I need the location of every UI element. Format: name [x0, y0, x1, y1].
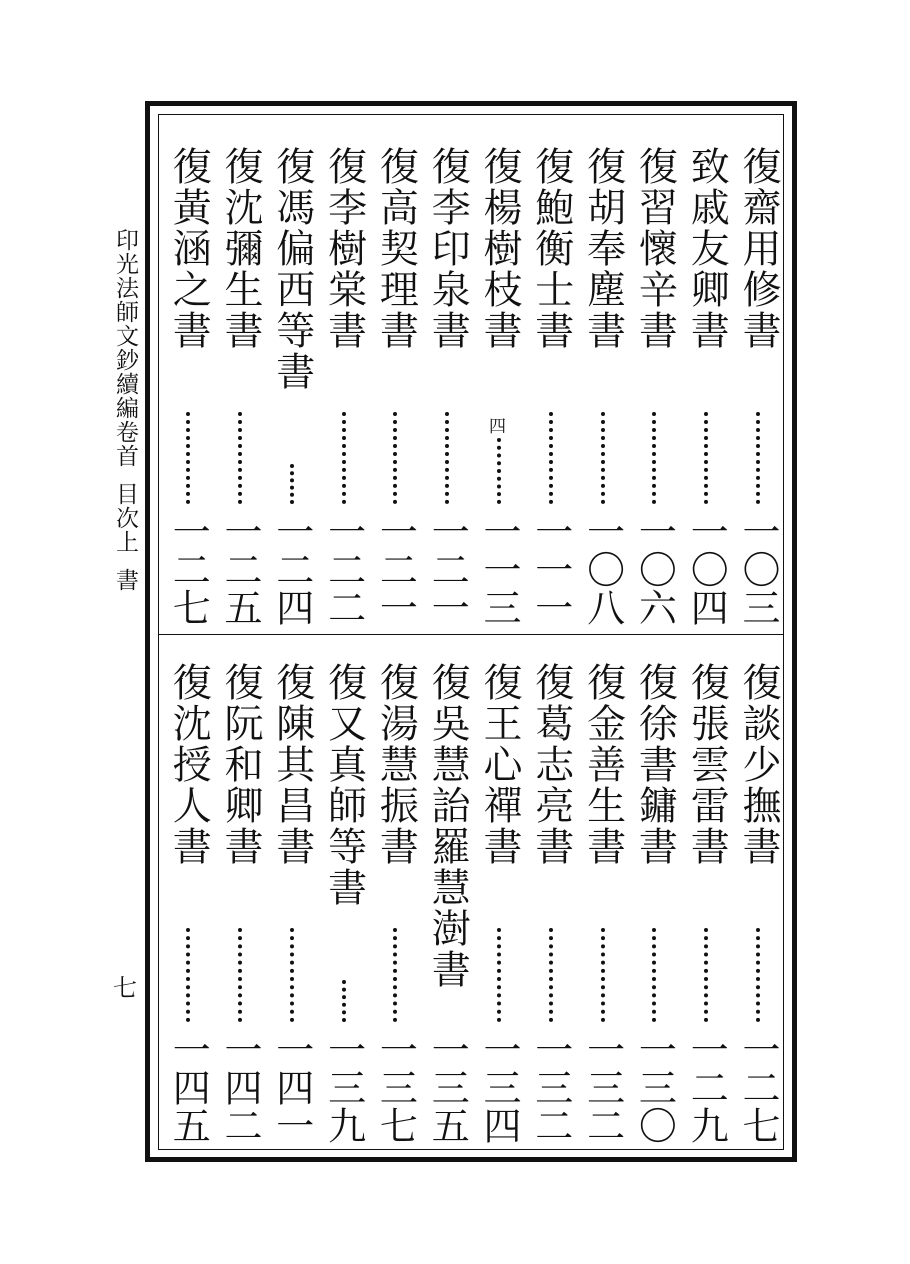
entry-title: 復齋用修書 [736, 146, 781, 351]
entry-title: 復李樹棠書 [321, 146, 367, 351]
entry-page-number: 一二二 [321, 512, 366, 626]
book-title: 印光法師文鈔續編卷首 [112, 228, 138, 468]
toc-entry[interactable] [421, 146, 473, 630]
dot-leader [393, 928, 397, 1022]
toc-entry[interactable] [525, 146, 577, 630]
entry-page-number: 一三二 [580, 1030, 625, 1144]
toc-entry[interactable] [628, 146, 680, 630]
entry-page-number: 一〇六 [632, 512, 677, 626]
entry-title: 復徐書鏞書 [632, 662, 678, 867]
toc-entry[interactable] [266, 146, 318, 630]
dot-leader [238, 928, 242, 1022]
dot-leader [393, 412, 397, 504]
entry-page-number: 一二四 [269, 512, 314, 626]
entry-page-number: 一一三 [477, 512, 521, 626]
entry-subnote: 四 [489, 417, 506, 437]
toc-entry[interactable] [318, 662, 370, 1145]
entry-page-number: 一四五 [166, 1030, 211, 1144]
entry-page-number: 一二七 [166, 512, 211, 626]
toc-entry[interactable] [421, 662, 473, 1145]
dot-leader [652, 928, 656, 1022]
entry-title: 復談少撫書 [736, 662, 781, 867]
entry-title: 復沈彌生書 [218, 146, 263, 351]
dot-leader [497, 928, 501, 1022]
dot-leader [704, 928, 708, 1022]
dot-leader [601, 412, 605, 504]
dot-leader [186, 412, 190, 504]
entry-title: 復馮偏西等書 [269, 146, 315, 392]
toc-entry[interactable] [214, 146, 266, 630]
entry-title: 復高契理書 [373, 146, 419, 351]
toc-entry[interactable] [369, 146, 421, 630]
dot-leader [652, 412, 656, 504]
page-number: 七 [113, 974, 137, 1002]
entry-page-number: 一〇四 [684, 512, 729, 626]
entry-title: 復陳其昌書 [269, 662, 315, 867]
entry-page-number: 一三九 [321, 1030, 366, 1144]
toc-entry[interactable] [473, 662, 525, 1145]
entry-title: 復又真師等書 [321, 662, 367, 908]
entry-page-number: 一三二 [528, 1030, 573, 1144]
dot-leader [601, 928, 605, 1022]
toc-entry[interactable] [266, 662, 318, 1145]
toc-entry[interactable] [162, 146, 214, 630]
entry-page-number: 一〇三 [736, 512, 780, 626]
toc-entry[interactable] [628, 662, 680, 1145]
entry-title: 復湯慧振書 [373, 662, 419, 867]
entry-title: 復黃涵之書 [166, 146, 212, 351]
dot-leader [549, 412, 553, 504]
entry-page-number: 一四一 [269, 1030, 314, 1144]
toc-entry[interactable] [680, 662, 732, 1145]
toc-entry[interactable] [732, 146, 784, 630]
entry-title: 復張雲雷書 [684, 662, 730, 867]
dot-leader [549, 928, 553, 1022]
entry-page-number: 一二一 [425, 512, 470, 626]
dot-leader [290, 928, 294, 1022]
entry-page-number: 一二九 [684, 1030, 729, 1144]
entry-title: 復李印泉書 [425, 146, 471, 351]
dot-leader [497, 438, 501, 504]
entry-title: 復金善生書 [580, 662, 626, 867]
entry-page-number: 一二一 [373, 512, 418, 626]
entry-page-number: 一三〇 [632, 1030, 677, 1144]
entry-page-number: 一三四 [477, 1030, 521, 1144]
toc-entry[interactable] [214, 662, 266, 1145]
toc-entry[interactable] [577, 146, 629, 630]
dot-leader [290, 464, 294, 504]
toc-entry[interactable] [732, 662, 784, 1145]
entry-page-number: 一〇八 [580, 512, 625, 626]
dot-leader [342, 980, 346, 1022]
toc-entry[interactable] [473, 146, 525, 630]
dot-leader [445, 412, 449, 504]
entry-page-number: 一二五 [218, 512, 262, 626]
margin-header [110, 228, 140, 592]
toc-entry[interactable] [162, 662, 214, 1145]
entry-page-number: 一三五 [425, 1030, 470, 1144]
entry-title: 復王心禪書 [477, 662, 522, 867]
entry-title: 復葛志亮書 [528, 662, 574, 867]
entry-page-number: 一一一 [528, 512, 573, 626]
dot-leader [756, 412, 760, 504]
category-label: 書 [112, 568, 138, 592]
section-label: 目次上 [112, 482, 138, 554]
dot-leader [186, 928, 190, 1022]
entry-title: 復沈授人書 [166, 662, 212, 867]
dot-leader [238, 412, 242, 504]
dot-leader [342, 412, 346, 504]
entry-title: 復習懷辛書 [632, 146, 678, 351]
entry-page-number: 一三七 [373, 1030, 418, 1144]
dot-leader [704, 412, 708, 504]
entry-title: 復吳慧詒羅慧澍書 [425, 662, 471, 990]
entry-title: 復胡奉塵書 [580, 146, 626, 351]
entry-title: 致戚友卿書 [684, 146, 730, 351]
entry-page-number: 一二七 [736, 1030, 780, 1144]
entry-title: 復楊樹枝書 [477, 146, 522, 351]
section-divider [158, 634, 784, 635]
entry-page-number: 一四二 [218, 1030, 262, 1144]
entry-title: 復鮑衡士書 [528, 146, 574, 351]
dot-leader [756, 928, 760, 1022]
toc-entry[interactable] [525, 662, 577, 1145]
toc-entry[interactable] [318, 146, 370, 630]
toc-entry[interactable] [577, 662, 629, 1145]
toc-entry[interactable] [680, 146, 732, 630]
toc-entry[interactable] [369, 662, 421, 1145]
entry-title: 復阮和卿書 [218, 662, 263, 867]
